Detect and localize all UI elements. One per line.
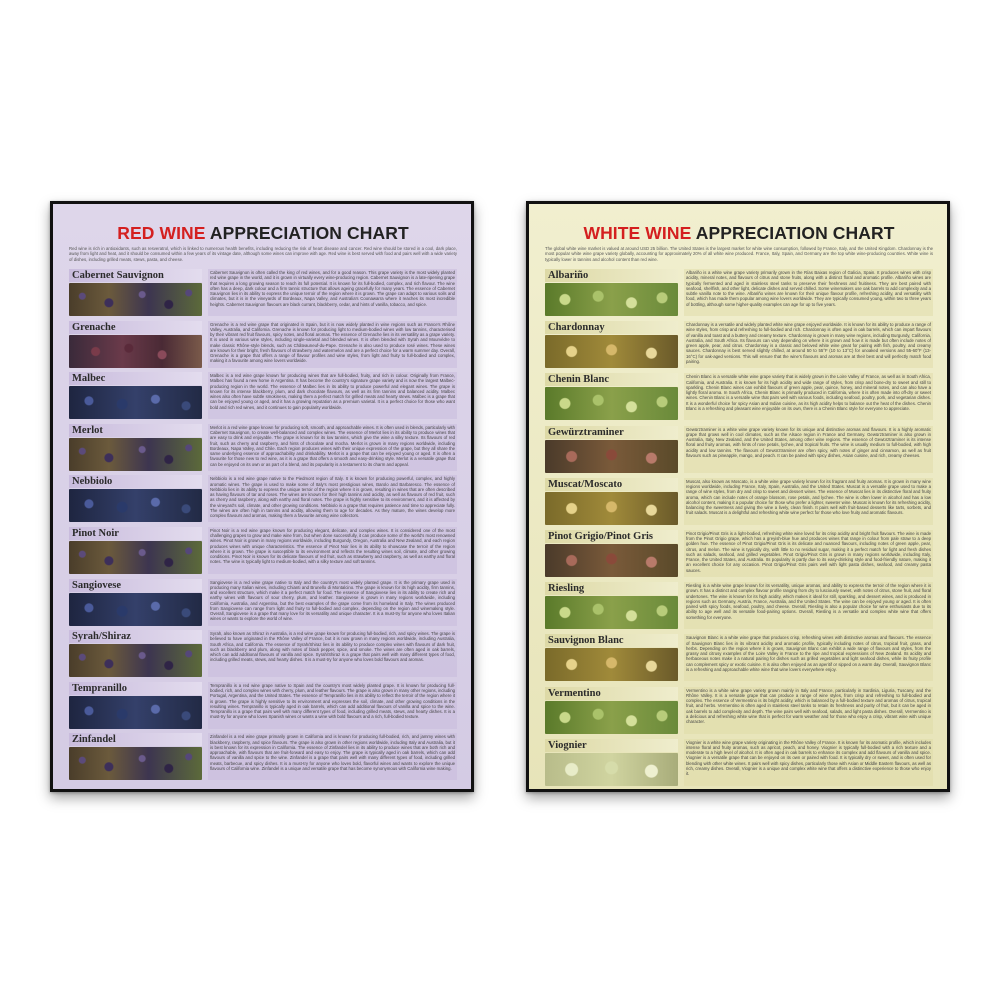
variety-description: Syrah, also known as Shiraz in Australia, is a red wine grape known for producing full-bodied, rich, and spicy wines. The grape is believed to have originated in the Rhône Valley of France, but it is now grown in many regions worldwide, including Australia, South Africa, and California. The essence of Syrah/Shiraz lies in its ability to produce complex wines with flavours of dark fruit, such as blackberry and plum, along with notes of black pepper, spice, and smoke. The wines are often aged in oak barrels, which can add additional flavours of vanilla and spice. Syrah/Shiraz is a grape that pairs well with many different types of food, including grilled meats, stews, and hearty dishes. It is a must-try for anyone who loves bold flavours and aromas.: [208, 630, 457, 677]
white-title-rest: APPRECIATION CHART: [691, 223, 895, 243]
variety-name: Sangiovese: [69, 579, 202, 592]
grape-photo: [545, 701, 678, 734]
variety-description: Pinot Noir is a red wine grape known for producing elegant, delicate, and complex wines. It is considered one of the most challenging grapes to grow and make wine from, but when done successfully, it can produce some of the world's most renowned wines. Pinot Noir is grown in many regions worldwide, including Burgundy, Oregon, Australia and New Zealand, and each region produces wines with unique characteristics. The essence of Pinot Noir lies in its ability to showcase the terroir of the region where it is grown. The grape is susceptible to its environment and reflects the resulting wines soil, climate, and other growing conditions. Pinot Noir is known for its delicate flavours of red fruit, such as strawberry and raspberry, as well as earthy and floral notes. The wine is typically light to medium-bodied, with a silky texture and soft tannins.: [208, 527, 457, 574]
variety-description: Albariño is a white wine grape variety primarily grown in the Rías Baixas region of Galicia, Spain. It produces wines with crisp acidity, mineral notes, and flavours of citrus and stone fruits, along with a distinct floral and aromatic profile. Albariño wines are typically fermented and aged in stainless steel tanks to preserve their freshness and fruitiness. They are best paired with seafood, shellfish, and other light, delicate dishes and served chilled. Some winemakers use oak barrels to add complexity and a subtle vanilla note to the wine. Albariño wines are known for their unique flavour profile, refreshing acidity, and versatility with food, which has made them popular among wine lovers worldwide. They are typically consumed young, within two to three years of bottling, although some higher-quality examples can age for up to five years.: [684, 269, 933, 316]
grape-photo: [545, 492, 678, 525]
variety-row: [69, 321, 457, 373]
red-title-highlight: RED WINE: [117, 223, 206, 243]
grape-photo: [69, 335, 202, 368]
variety-name: Nebbiolo: [69, 475, 202, 488]
variety-description: Muscat, also known as Moscato, is a white wine grape variety known for its fragrant and fruity aromas. It is grown in many wine regions worldwide, including France, Italy, Spain, Australia, and the United States. Muscat is a versatile grape used to make a range of wine styles, from dry and crisp to sweet and dessert wines. The essence of Muscat lies in its distinctive floral and fruity aroma, which can include notes of orange blossom, rose petals, and lychee. The wine is often lower in alcohol and has a low alcohol content, making it a popular choice for those who prefer a lighter, sweeter wine. Muscat is known for its refreshing acidity, balancing the sweetness and giving the wine a lively, clean finish. It pairs well with fruit-based desserts like tarts, sorbets, and fruit salads. Muscat is a delightful and refreshing white wine perfect for those who love fruity and aromatic flavours.: [684, 478, 933, 525]
variety-row: [69, 424, 457, 476]
white-variety-list: [545, 269, 933, 791]
variety-description: Tempranillo is a red wine grape native to Spain and the country's most widely planted grape. It is known for producing full-bodied, rich, and complex wines with cherry, plum, and leather flavours. The grape is also grown in many other regions, including Portugal, Argentina, and the United States. The essence of Tempranillo lies in its ability to reflect the terroir of the region where it is grown. The grape is highly sensitive to its environment and expresses the soil, climate, and other growing conditions in the resulting wines. Tempranillo is typically aged in oak barrels, which can add additional flavours of vanilla and spice to the wine. Tempranillo is a grape that pairs well with many different types of food, including grilled meats, stews, and hearty dishes. It is a must-try for anyone who loves Spanish wines or wants a wine with bold flavours and a rich, full-bodied texture.: [208, 682, 457, 729]
variety-name: Albariño: [545, 269, 678, 282]
variety-description: Sauvignon Blanc is a white wine grape that produces crisp, refreshing wines with distinctive aromas and flavours. The essence of Sauvignon Blanc lies in its vibrant acidity and aromatic profile, typically including notes of citrus, tropical fruit, grass, and herbs. Depending on the region where it is grown, Sauvignon Blanc can exhibit a wide range of flavours and styles, from the grassy and citrusy examples of the Loire Valley in France to the ripe and tropical expressions of New Zealand. Its acidity and herbaceous notes make it a natural pairing for dishes such as grilled vegetables and light seafood dishes, while its fruity profile can complement spicy or exotic cuisine. It is also often enjoyed as an aperitif or sipped on a warm day. Overall, Sauvignon Blanc is a refreshing and approachable white wine that wine lovers everywhere enjoy.: [684, 634, 933, 681]
variety-name: Vermentino: [545, 687, 678, 700]
grape-photo: [545, 596, 678, 629]
white-title-highlight: WHITE WINE: [583, 223, 692, 243]
variety-description: Riesling is a white wine grape known for its versatility, unique aromas, and ability to express the terroir of the region where it is grown. It has a distinct and complex flavour profile ranging from dry to lusciously sweet, with notes of citrus, stone fruit, and floral undertones. The wine is known for its high acidity, which makes it ideal for still, sparkling, and dessert wines, and is produced in regions such as Germany, Austria, France, Australia, and the United States. The wine can be enjoyed young or aged. It is often paired with spicy foods, seafood, poultry, and cheese. Overall, Riesling is also a popular choice for wine enthusiasts due to its ability to age well and its versatile food-pairing options. Overall, Riesling is a versatile and complex white wine that offers something for everyone.: [684, 582, 933, 629]
variety-description: Grenache is a red wine grape that originated in Spain, but it is now widely planted in wine regions such as France's Rhône Valley, Australia, and California. Grenache is known for producing light to medium-bodied wines with low tannins, characterised by their vibrant red fruit flavours, spicy notes, and floral aromas. The essence of Grenache lies in its versatility as a grape variety. It is used in various wine styles, including single-varietal and blended wines. It is often blended with Syrah and Mourvèdre to make classic Rhône-style blends, such as Châteauneuf-du-Pape. Grenache is also used to produce rosé wines. These wines are known for their bright, fresh flavours of strawberry and watermelon and are a perfect choice for a warm summer day. Overall, Grenache is a grape that offers a range of flavour profiles and wine styles, from light and fruity to full-bodied and complex, making it a favourite among wine lovers worldwide.: [208, 321, 457, 368]
variety-row: [69, 527, 457, 579]
variety-row: [545, 687, 933, 739]
variety-name: Chardonnay: [545, 321, 678, 334]
variety-description: Cabernet Sauvignon is often called the king of red wines, and for a good reason. This grape variety is the most widely planted red wine grape in the world, and it is grown in virtually every wine-producing region. Cabernet Sauvignon is a late-ripening grape that requires a long growing season to reach its full potential. It is known for its full-bodied, complex, and rich flavour. The wine often has a deep, dark colour and a firm tannic structure that allows ageing gracefully for many years. The essence of Cabernet Sauvignon lies in its ability to express the unique terroir of the region where it is grown. The grape can adapt to various soils and climates, but it is in the vineyards of Bordeaux, Napa Valley, and Australia's Coonawarra where it reaches its most incredible heights. Cabernet Sauvignon flavours are black currant, blackberry, cedar, and hints of vanilla, tobacco, and spice.: [208, 269, 457, 316]
variety-row: [545, 478, 933, 530]
variety-row: [545, 373, 933, 425]
variety-name: Muscat/Moscato: [545, 478, 678, 491]
grape-photo: [545, 387, 678, 420]
variety-name: Merlot: [69, 424, 202, 437]
variety-row: [69, 682, 457, 734]
variety-row: [545, 634, 933, 686]
grape-photo: [69, 593, 202, 626]
variety-name: Pinot Grigio/Pinot Gris: [545, 530, 678, 543]
red-poster-title: [69, 223, 457, 243]
variety-name: Sauvignon Blanc: [545, 634, 678, 647]
red-title-rest: APPRECIATION CHART: [205, 223, 409, 243]
variety-row: [545, 582, 933, 634]
variety-row: [545, 530, 933, 582]
variety-row: [69, 475, 457, 527]
variety-description: Chardonnay is a versatile and widely planted white wine grape enjoyed worldwide. It is known for its ability to produce a range of wine styles, from crisp and refreshing to full-bodied and rich. Chardonnay is often aged in oak barrels, which can impart flavours of vanilla and toast and a buttery and creamy texture. Chardonnay is grown in many wine regions, including Burgundy, California, Australia, and South Africa. Its flavours can vary depending on where it is grown and how it is made but often include notes of green apple, pear, and citrus. Chardonnay is a classic and beloved white wine great for pairing with fish, poultry, and creamy sauces. Chardonnay is best served slightly chilled, at around 50 to 55°F (10 to 13°C) for unoaked versions and 55-60°F (13-16°C) for oak-aged versions. This will ensure that the wine's flavours and aromas are at their best and will perfectly match food pairing.: [684, 321, 933, 368]
white-poster-title: [545, 223, 933, 243]
white-wine-poster: [526, 201, 950, 792]
grape-photo: [545, 544, 678, 577]
variety-description: Merlot is a red wine grape known for producing soft, smooth, and approachable wines. It is often used in blends, particularly with Cabernet Sauvignon, to create well-balanced and complex wines. The essence of Merlot lies in its ability to produce wines that are easy to drink and enjoyable. The grape is known for its low tannins, which give the wine a silky texture. Its flavours of red fruit, such as cherry and raspberry, and hints of chocolate and mocha. Merlot is grown in many regions worldwide, including Bordeaux, Napa Valley, and Chile. Each region produces wines with their unique expression of the grape, but they all share the same underlying essence of approachability and drinkability. Merlot is a grape that can be enjoyed young or aged. It is often a favourite for those new to red wine, as it is a grape that offers a smooth and easy-drinking style. Merlot is a versatile grape that can be enjoyed on its own or as part of a blend, and its popularity is a testament to its charm and appeal.: [208, 424, 457, 471]
white-wine-poster-content: [545, 220, 933, 775]
grape-photo: [69, 283, 202, 316]
variety-name: Gewürztraminer: [545, 426, 678, 439]
variety-row: [545, 426, 933, 478]
variety-row: [69, 733, 457, 785]
variety-name: Cabernet Sauvignon: [69, 269, 202, 282]
variety-name: Viognier: [545, 739, 678, 752]
variety-name: Tempranillo: [69, 682, 202, 695]
variety-name: Riesling: [545, 582, 678, 595]
grape-photo: [69, 541, 202, 574]
variety-description: Zinfandel is a red wine grape primarily grown in California and is known for producing full-bodied, rich, and jammy wines with blackberry, raspberry, and spice flavours. The grape is also grown in other regions worldwide, including Italy and Australia, but it is best known for its expression in California. The essence of Zinfandel lies in its ability to produce wines that are both rich and approachable, with flavours that are fruit-forward and easy to enjoy. The grape is typically aged in oak barrels, which can add flavours of vanilla and spice to the wine. Zinfandel is a grape that pairs well with many different types of food, including grilled meats, barbecue, and spicy dishes. It is a must-try for anyone who loves bold, flavorful wines and wants to explore the unique flavours of California wine. Zinfandel is a unique and versatile grape that has become synonymous with California wine making.: [208, 733, 457, 780]
grape-photo: [545, 283, 678, 316]
grape-photo: [69, 438, 202, 471]
grape-photo: [545, 648, 678, 681]
variety-name: Chenin Blanc: [545, 373, 678, 386]
variety-row: [545, 739, 933, 791]
variety-name: Zinfandel: [69, 733, 202, 746]
variety-description: Malbec is a red wine grape known for producing wines that are full-bodied, fruity, and rich in colour. Originally from France, Malbec has found a new home in Argentina. It has become the country's signature grape variety and is now the largest Malbec-producing region in the world. The essence of Malbec lies in its ability to produce powerful and elegant wines. The grape is known for its intense blackberry, plum, and dark chocolate flavours, as well as its firm tannins and balanced acidity. Malbec wines also often have subtle smokiness, making them a perfect match for grilled meats and hearty stews. Malbec is a grape that can be enjoyed young or aged, and it has a growing reputation as a premium varietal. It is a perfect choice for those who want bold and rich red wines, and it continues to gain popularity worldwide.: [208, 372, 457, 419]
grape-photo: [69, 747, 202, 780]
variety-description: Chenin Blanc is a versatile white wine grape variety that is widely grown in the Loire Valley of France, as well as in South Africa, California, and Australia. It is known for its high acidity and wide range of styles, from crisp and bone-dry to sweet and still to sparkling. Chenin Blanc wines can exhibit flavours of green apple, pear, quince, honey, and mineral notes, and can also have a lightly floral aroma. In South Africa, Chenin Blanc is primarily produced in California, where it is often made into off-dry or sweet wines. Chenin Blanc is a versatile wine that pairs well with various foods, including seafood, poultry, pork, and vegetarian dishes. It is a wonderful choice for spicy Asian and Indian cuisine, as its high acidity helps to balance out the heat of the dishes. Chenin Blanc is a refreshing and pleasant wine enjoyable on its own, there is a Chenin Blanc style for everyone to appreciate.: [684, 373, 933, 420]
variety-row: [545, 321, 933, 373]
variety-name: Malbec: [69, 372, 202, 385]
grape-photo: [69, 386, 202, 419]
red-wine-poster-content: [69, 220, 457, 775]
variety-description: Gewürztraminer is a white wine grape variety known for its unique and distinctive aromas and flavours. It is a highly aromatic grape that grows well in cool climates, such as the Alsace region in France and Germany. Gewürztraminer is also grown in Australia, Italy, New Zealand, and the United States, among other wine regions. The essence of Gewürztraminer is its intense floral and fruity aromas, with hints of rose petals, lychee, and tropical fruits. The wine is usually medium to full-bodied, with high acidity and low tannins. The flavours of Gewürztraminer are often spicy, with notes of ginger and cinnamon, as well as fruit flavours such as pineapple, mango, and peach. It can be paired with spicy dishes, Asian cuisine, and rich, creamy cheeses.: [684, 426, 933, 473]
variety-description: Vermentino is a white wine grape variety grown mainly in Italy and France, particularly in Sardinia, Liguria, Tuscany, and the Rhône Valley. It is a versatile grape that can produce a range of wine styles, from crisp and refreshing to full-bodied and complex. The essence of Vermentino is its bright acidity, which is balanced by a full-bodied texture and aromas of citrus, tropical fruit, and herbs. Vermentino is often aged in stainless steel tanks to retain its freshness and purity of fruit, but it can be aged in oak barrels to add complexity and depth. The wine pairs well with seafood, salads, and light pasta dishes. Overall, Vermentino is a delicious and refreshing white wine that is perfect for warm weather and for those who enjoy a crisp, vibrant wine with unique character.: [684, 687, 933, 734]
variety-description: Viognier is a white wine grape variety originating in the Rhône Valley of France. It is known for its aromatic profile, which includes intense floral and fruity aromas, such as apricot, peach, and honey. Viognier is typically full-bodied with a rich texture and a moderate to a high level of alcohol. It is often aged in oak barrels to enhance its complex and add flavours of vanilla and spice. Viognier is a versatile grape that can be enjoyed on its own or paired with food. It is typically dry or sweet, and is often used for blending with other white wines. It pairs well with spicy dishes, particularly those with Asian or Middle Eastern flavours, as well as rich, creamy dishes. Overall, Viognier is a unique and complex white wine that offers a distinctive experience to those who enjoy it.: [684, 739, 933, 786]
white-intro-text: The global white wine market is valued at around USD 25 billion. The United States is the largest market for white wine consumption, followed by France, Italy, and the United Kingdom. Chardonnay is the most popular white wine grape variety globally, accounting for approximately 20% of all white wine produced. France, Italy, Spain, and Germany are the top white wine-producing countries. White wine is typically lower in tannins and alcohol content than red wine.: [545, 246, 933, 262]
variety-description: Sangiovese is a red wine grape native to Italy and the country's most widely planted grape. It is the primary grape used in producing many Italian wines, including Chianti and Brunello di Montalcino. The grape is known for its high acidity, firm tannins, and excellent structure, which make it a perfect match for food. The essence of Sangiovese lies in its ability to create rich and earthy wines with flavours of sour cherry, plum, and leather. Sangiovese is grown in many regions worldwide, including California, Australia, and Argentina, but the best examples of the grape come from its homeland in Italy. The wines produced from Sangiovese can range from light and fruity to full-bodied and complex, depending on the region and winemaking style. Overall, Sangiovese is a grape that many love for its versatility and unique character. It is a must-try for anyone who loves Italian wines or wants to explore the world of wine.: [208, 579, 457, 626]
red-wine-poster: [50, 201, 474, 792]
variety-row: [69, 269, 457, 321]
red-variety-list: [69, 269, 457, 785]
variety-row: [69, 372, 457, 424]
variety-row: [69, 630, 457, 682]
grape-photo: [69, 489, 202, 522]
variety-description: Nebbiolo is a red wine grape native to the Piedmont region of Italy. It is known for producing powerful, complex, and highly aromatic wines. The grape is used to make some of Italy's most prestigious wines, Barolo and Barbaresco. The essence of Nebbiolo lies in its ability to express the unique terroir of the region where it is grown, resulting in wines that are often described as having flavours of tar and roses. The wines are known for their high tannins and acidity, as well as flavours of red fruit, such as cherry and raspberry, along with earthy and floral notes. The grape is highly sensitive to its environment, and it is affected by the vineyard's soil, climate, and other growing conditions. Nebbiolo is a grape that requires patience and time to appreciate fully. The wines are often high in tannins and acidity, allowing them to age for decades. As they mature, the wines develop more complex flavours and aromas, making them a favourite among wine collectors.: [208, 475, 457, 522]
grape-photo: [69, 644, 202, 677]
red-intro-text: Red wine is rich in antioxidants, such as resveratrol, which is linked to numerous health benefits, including reducing the risk of heart disease and cancer. Red wine should be stored in a cool, dark place, away from light and heat, and it should be consumed within a few years of its vintage date, although some wines can improve with age. Red wine is best served with food and pairs well with a wide variety of dishes, including grilled meats, stews, pasta, and cheese.: [69, 246, 457, 262]
variety-row: [69, 579, 457, 631]
grape-photo: [545, 753, 678, 786]
variety-name: Pinot Noir: [69, 527, 202, 540]
variety-name: Grenache: [69, 321, 202, 334]
grape-photo: [545, 440, 678, 473]
grape-photo: [69, 696, 202, 729]
variety-row: [545, 269, 933, 321]
variety-description: Pinot Grigio/Pinot Gris is a light-bodied, refreshing white wine loved for its crisp acidity and bright fruit flavours. The wine is made from the Pinot Grigio grape, which has a greyish-blue hue and produces wines that range in colour from pale straw to a deep golden hue. The essence of Pinot Grigio/Pinot Gris is its delicate and nuanced flavours, including notes of green apple, pear, citrus, and melon. The wine is typically dry, with little to no residual sugar, making it a perfect match for light and fresh dishes such as salads, seafood, and grilled vegetables. Pinot Grigio/Pinot Gris is grown in many regions worldwide, including Italy, France, the United States, and Australia. Its popularity is partly due to its easy-drinking style and food-friendly nature, making it an excellent choice for any occasion. Pinot Grigio/Pinot Gris pairs well with light pasta dishes, seafood, and creamy pasta sauces.: [684, 530, 933, 577]
variety-name: Syrah/Shiraz: [69, 630, 202, 643]
grape-photo: [545, 335, 678, 368]
